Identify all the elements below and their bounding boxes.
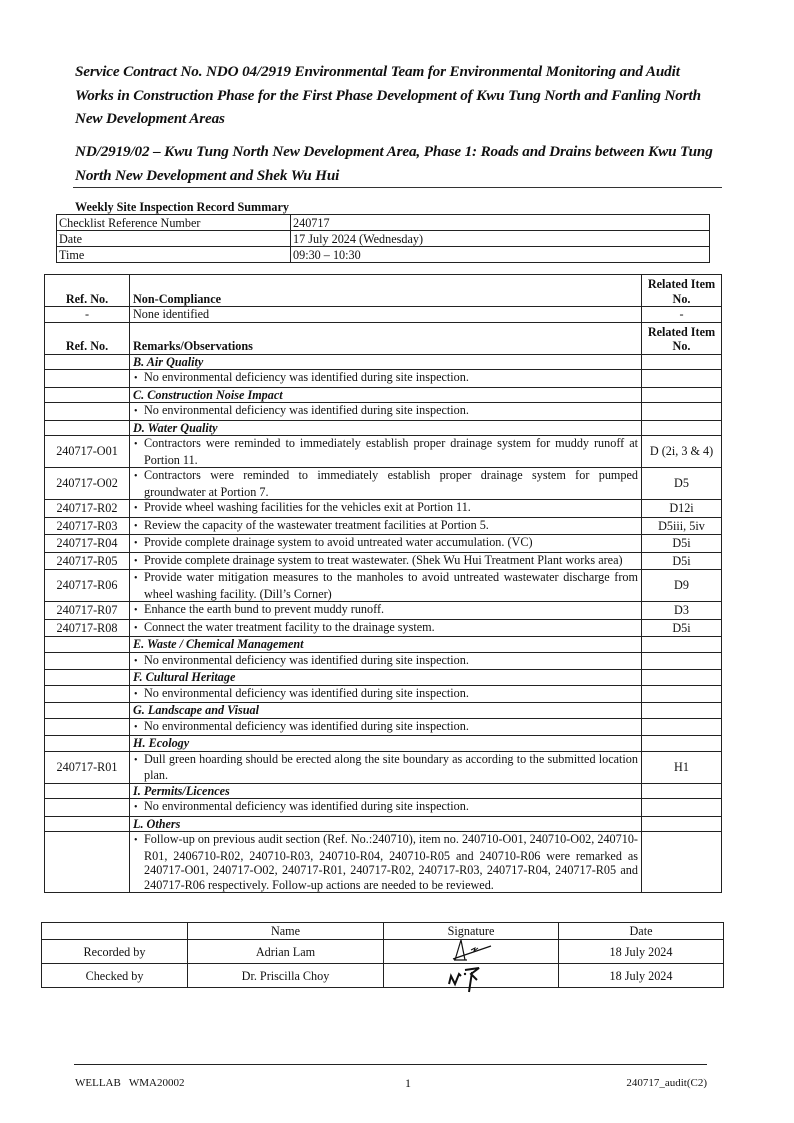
summary-label: Date	[57, 231, 291, 247]
remark-ref: 240717-R03	[45, 517, 130, 535]
remark-ref: 240717-R01	[45, 751, 130, 783]
summary-value: 240717	[291, 215, 710, 231]
remark-row	[45, 535, 722, 553]
remark-ref: 240717-O02	[45, 468, 130, 500]
summary-row-time	[57, 247, 710, 263]
section-related-empty	[642, 387, 722, 403]
section-ref-empty	[45, 354, 130, 370]
remark-ref	[45, 403, 130, 421]
remarks-header: Remarks/Observations	[130, 322, 642, 354]
section-row	[45, 783, 722, 799]
related-item-header: Related Item No.	[642, 275, 722, 307]
summary-value: 17 July 2024 (Wednesday)	[291, 231, 710, 247]
remark-row	[45, 799, 722, 817]
section-related-empty	[642, 816, 722, 832]
remarks-header-row	[45, 322, 722, 354]
inspection-summary-table	[56, 214, 710, 263]
footer-divider	[74, 1064, 707, 1065]
remark-text: • Review the capacity of the wastewater treatment facilities at Portion 5.	[130, 517, 642, 535]
remark-related: D3	[642, 602, 722, 620]
remark-ref: 240717-R07	[45, 602, 130, 620]
remark-related: H1	[642, 751, 722, 783]
signoff-signature	[384, 940, 559, 964]
signoff-role: Checked by	[42, 964, 188, 988]
remark-text: • Enhance the earth bund to prevent muddy runoff.	[130, 602, 642, 620]
remark-ref	[45, 832, 130, 893]
signoff-date: 18 July 2024	[559, 940, 724, 964]
section-related-empty	[642, 637, 722, 653]
remark-text: • Provide wheel washing facilities for the vehicles exit at Portion 11.	[130, 500, 642, 518]
remark-text: • No environmental deficiency was identified during site inspection.	[130, 799, 642, 817]
remark-related	[642, 652, 722, 670]
signoff-date: 18 July 2024	[559, 964, 724, 988]
noncompliance-related: -	[642, 307, 722, 323]
section-title: C. Construction Noise Impact	[130, 387, 642, 403]
role-header	[42, 923, 188, 940]
section-row	[45, 354, 722, 370]
footer-doc-code: WELLAB WMA20002	[75, 1077, 185, 1089]
page-number: 1	[405, 1076, 411, 1090]
remark-row	[45, 403, 722, 421]
section-title: B. Air Quality	[130, 354, 642, 370]
section-title: G. Landscape and Visual	[130, 703, 642, 719]
remark-related: D12i	[642, 500, 722, 518]
noncompliance-desc: None identified	[130, 307, 642, 323]
findings-table	[44, 274, 722, 893]
remark-row	[45, 718, 722, 736]
remark-text: • No environmental deficiency was identified during site inspection.	[130, 403, 642, 421]
section-related-empty	[642, 736, 722, 752]
remark-text: • No environmental deficiency was identified during site inspection.	[130, 718, 642, 736]
summary-row-reference	[57, 215, 710, 231]
summary-label: Checklist Reference Number	[57, 215, 291, 231]
summary-heading: Weekly Site Inspection Record Summary	[75, 200, 289, 214]
section-row	[45, 816, 722, 832]
section-related-empty	[642, 703, 722, 719]
signature-priscilla-choy-icon	[441, 962, 501, 992]
section-row	[45, 637, 722, 653]
remark-ref: 240717-R08	[45, 619, 130, 637]
signoff-signature	[384, 964, 559, 988]
remark-ref: 240717-R06	[45, 570, 130, 602]
signature-adrian-lam-icon	[441, 938, 501, 962]
summary-label: Time	[57, 247, 291, 263]
remark-ref: 240717-R04	[45, 535, 130, 553]
signoff-role: Recorded by	[42, 940, 188, 964]
signoff-name: Dr. Priscilla Choy	[188, 964, 384, 988]
signoff-row-recorded	[42, 940, 724, 964]
remark-related	[642, 799, 722, 817]
section-title: F. Cultural Heritage	[130, 670, 642, 686]
remark-related: D5i	[642, 535, 722, 553]
remark-row	[45, 436, 722, 468]
remark-row	[45, 500, 722, 518]
project-title: ND/2919/02 – Kwu Tung North New Development Area, Phase 1: Roads and Drains between Kwu Tung North New Development and Shek Wu Hui	[75, 143, 713, 184]
remark-row	[45, 468, 722, 500]
remark-ref	[45, 652, 130, 670]
section-ref-empty	[45, 783, 130, 799]
signature-header: Signature	[384, 923, 559, 940]
signoff-name: Adrian Lam	[188, 940, 384, 964]
remark-ref	[45, 685, 130, 703]
section-title: H. Ecology	[130, 736, 642, 752]
remark-text: • Dull green hoarding should be erected along the site boundary as according to the submitted location plan.	[130, 751, 642, 783]
signoff-table	[41, 922, 724, 988]
section-ref-empty	[45, 387, 130, 403]
remark-row	[45, 619, 722, 637]
remark-text: • No environmental deficiency was identified during site inspection.	[130, 685, 642, 703]
section-row	[45, 420, 722, 436]
section-ref-empty	[45, 420, 130, 436]
related-item-header: Related Item No.	[642, 322, 722, 354]
remark-related: D5iii, 5iv	[642, 517, 722, 535]
remark-text: • Provide complete drainage system to avoid untreated water accumulation. (VC)	[130, 535, 642, 553]
remark-text: • No environmental deficiency was identified during site inspection.	[130, 652, 642, 670]
noncompliance-row	[45, 307, 722, 323]
remark-text: • Follow-up on previous audit section (Ref. No.:240710), item no. 240710-O01, 240710-O02, 240710-R01, 2406710-R02, 240710-R03, 240710-R04, 240710-R05 and 240710-R06 were remarked as 240717-O01, 240717-O02, 240717-R01, 240717-R02, 240717-R03, 240717-R04, 240717-R05 and 240717-R06 respectively. Follow-up actions are needed to be reviewed.	[130, 832, 642, 893]
ref-no-header: Ref. No.	[45, 322, 130, 354]
remark-ref: 240717-O01	[45, 436, 130, 468]
remark-related: D (2i, 3 & 4)	[642, 436, 722, 468]
remark-ref: 240717-R02	[45, 500, 130, 518]
remark-text: • Contractors were reminded to immediately establish proper drainage system for muddy runoff at Portion 11.	[130, 436, 642, 468]
remark-related	[642, 685, 722, 703]
name-header: Name	[188, 923, 384, 940]
remark-related	[642, 832, 722, 893]
remark-related	[642, 370, 722, 388]
remark-row	[45, 832, 722, 893]
remark-related: D5	[642, 468, 722, 500]
section-ref-empty	[45, 703, 130, 719]
footer-file-ref: 240717_audit(C2)	[626, 1077, 707, 1089]
section-title: L. Others	[130, 816, 642, 832]
remark-row	[45, 602, 722, 620]
remark-row	[45, 685, 722, 703]
remark-row	[45, 552, 722, 570]
section-title: D. Water Quality	[130, 420, 642, 436]
remark-text: • Provide complete drainage system to treat wastewater. (Shek Wu Hui Treatment Plant works area)	[130, 552, 642, 570]
section-row	[45, 670, 722, 686]
section-related-empty	[642, 783, 722, 799]
section-title: E. Waste / Chemical Management	[130, 637, 642, 653]
remark-ref	[45, 718, 130, 736]
remark-text: • Provide water mitigation measures to the manholes to avoid untreated wastewater discharge from wheel washing facility. (Dill’s Corner)	[130, 570, 642, 602]
signoff-header-row	[42, 923, 724, 940]
noncompliance-header: Non-Compliance	[130, 275, 642, 307]
section-title: I. Permits/Licences	[130, 783, 642, 799]
section-related-empty	[642, 670, 722, 686]
summary-row-date	[57, 231, 710, 247]
remark-row	[45, 570, 722, 602]
ref-no-header: Ref. No.	[45, 275, 130, 307]
remark-row	[45, 751, 722, 783]
noncompliance-ref: -	[45, 307, 130, 323]
header-divider	[73, 187, 722, 188]
remark-related	[642, 718, 722, 736]
noncompliance-header-row	[45, 275, 722, 307]
summary-value: 09:30 – 10:30	[291, 247, 710, 263]
remark-row	[45, 652, 722, 670]
section-related-empty	[642, 420, 722, 436]
section-ref-empty	[45, 736, 130, 752]
remark-related	[642, 403, 722, 421]
remark-text: • Connect the water treatment facility to the drainage system.	[130, 619, 642, 637]
section-row	[45, 736, 722, 752]
section-ref-empty	[45, 637, 130, 653]
contract-title: Service Contract No. NDO 04/2919 Environmental Team for Environmental Monitoring and Audit Works in Construction Phase for the First Phase Development of Kwu Tung North and Fanling North New Development Areas	[75, 63, 701, 127]
remark-ref	[45, 370, 130, 388]
signoff-row-checked	[42, 964, 724, 988]
remark-row	[45, 517, 722, 535]
remark-related: D5i	[642, 552, 722, 570]
remark-text: • No environmental deficiency was identified during site inspection.	[130, 370, 642, 388]
remark-related: D9	[642, 570, 722, 602]
section-row	[45, 387, 722, 403]
remark-related: D5i	[642, 619, 722, 637]
remark-row	[45, 370, 722, 388]
remark-text: • Contractors were reminded to immediately establish proper drainage system for pumped groundwater at Portion 7.	[130, 468, 642, 500]
section-row	[45, 703, 722, 719]
section-ref-empty	[45, 670, 130, 686]
remark-ref	[45, 799, 130, 817]
date-header: Date	[559, 923, 724, 940]
section-related-empty	[642, 354, 722, 370]
remark-ref: 240717-R05	[45, 552, 130, 570]
section-ref-empty	[45, 816, 130, 832]
